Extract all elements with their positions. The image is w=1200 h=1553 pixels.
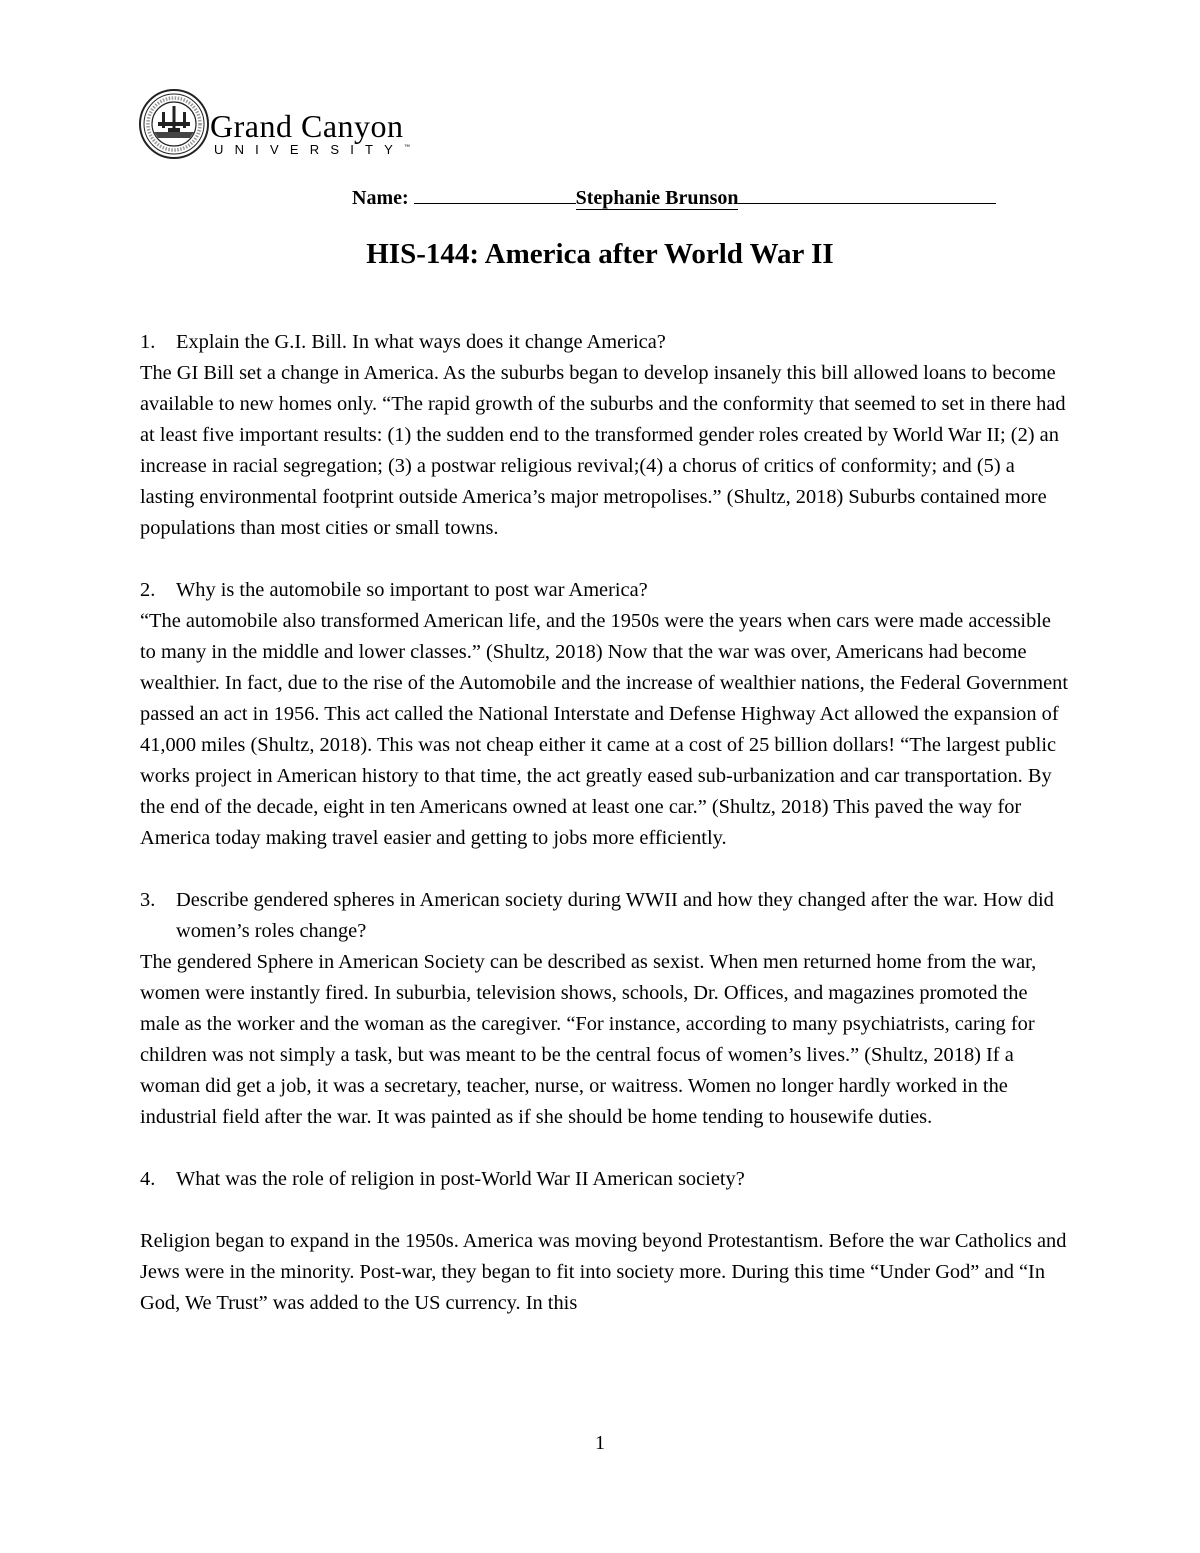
- question-text: What was the role of religion in post-World War II American society?: [176, 1168, 745, 1190]
- question-number: 3.: [140, 889, 156, 911]
- logo-university-text: UNIVERSITY: [214, 142, 405, 157]
- question-number: 2.: [140, 579, 156, 601]
- document-body: [140, 327, 1070, 1319]
- question-4: [140, 1164, 1070, 1195]
- university-seal-icon: [138, 88, 210, 160]
- question-text: Why is the automobile so important to post war America?: [176, 579, 648, 601]
- name-underline-left: [414, 185, 576, 204]
- name-value: Stephanie Brunson: [575, 187, 739, 209]
- question-text: Describe gendered spheres in American society during WWII and how they changed after the war. How did women’s roles change?: [176, 889, 1054, 942]
- question-number: 1.: [140, 331, 156, 353]
- question-text: Explain the G.I. Bill. In what ways does it change America?: [176, 331, 666, 353]
- answer-1: The GI Bill set a change in America. As the suburbs began to develop insanely this bill allowed loans to become available to new homes only. “The rapid growth of the suburbs and the conformity that seemed to set in there had at least five important results: (1) the sudden end to the transformed gender roles created by World War II; (2) an increase in racial segregation; (3) a postwar religious revival;(4) a chorus of critics of conformity; and (5) a lasting environmental footprint outside America’s major metropolises.” (Shultz, 2018) Suburbs contained more populations than most cities or small towns.: [140, 362, 1066, 539]
- answer-3: The gendered Sphere in American Society can be described as sexist. When men returned home from the war, women were instantly fired. In suburbia, television shows, schools, Dr. Offices, and magazines promoted the male as the worker and the woman as the caregiver. “For instance, according to many psychiatrists, caring for children was not simply a task, but was meant to be the central focus of women’s lives.” (Shultz, 2018) If a woman did get a job, it was a secretary, teacher, nurse, or waitress. Women no longer hardly worked in the industrial field after the war. It was painted as if she should be home tending to housewife duties.: [140, 951, 1037, 1128]
- name-label: Name:: [352, 187, 409, 209]
- question-2: [140, 575, 1070, 606]
- name-field: [352, 185, 1052, 210]
- logo-subtitle: [214, 142, 410, 157]
- logo-name: Grand Canyon: [210, 108, 404, 144]
- logo-trademark: ™: [404, 144, 411, 151]
- answer-2: “The automobile also transformed American life, and the 1950s were the years when cars were made accessible to many in the middle and lower classes.” (Shultz, 2018) Now that the war was over, Americans had become wealthier. In fact, due to the rise of the Automobile and the increase of wealthier nations, the Federal Government passed an act in 1956. This act called the National Interstate and Defense Highway Act allowed the expansion of 41,000 miles (Shultz, 2018). This was not cheap either it came at a cost of 25 billion dollars! “The largest public works project in American history to that time, the act greatly eased sub-urbanization and car transportation. By the end of the decade, eight in ten Americans owned at least one car.” (Shultz, 2018) This paved the way for America today making travel easier and getting to jobs more efficiently.: [140, 610, 1069, 849]
- question-1: [140, 327, 1070, 358]
- page-number: 1: [595, 1432, 605, 1454]
- university-logo: [138, 88, 458, 162]
- name-underline-right: [738, 185, 996, 204]
- question-number: 4.: [140, 1168, 156, 1190]
- question-3: [140, 885, 1070, 947]
- answer-4: Religion began to expand in the 1950s. America was moving beyond Protestantism. Before the war Catholics and Jews were in the minority. Post-war, they began to fit into society more. During this time “Under God” and “In God, We Trust” was added to the US currency. In this: [140, 1230, 1067, 1314]
- logo-wordmark: [210, 110, 404, 142]
- document-title: HIS-144: America after World War II: [366, 238, 834, 270]
